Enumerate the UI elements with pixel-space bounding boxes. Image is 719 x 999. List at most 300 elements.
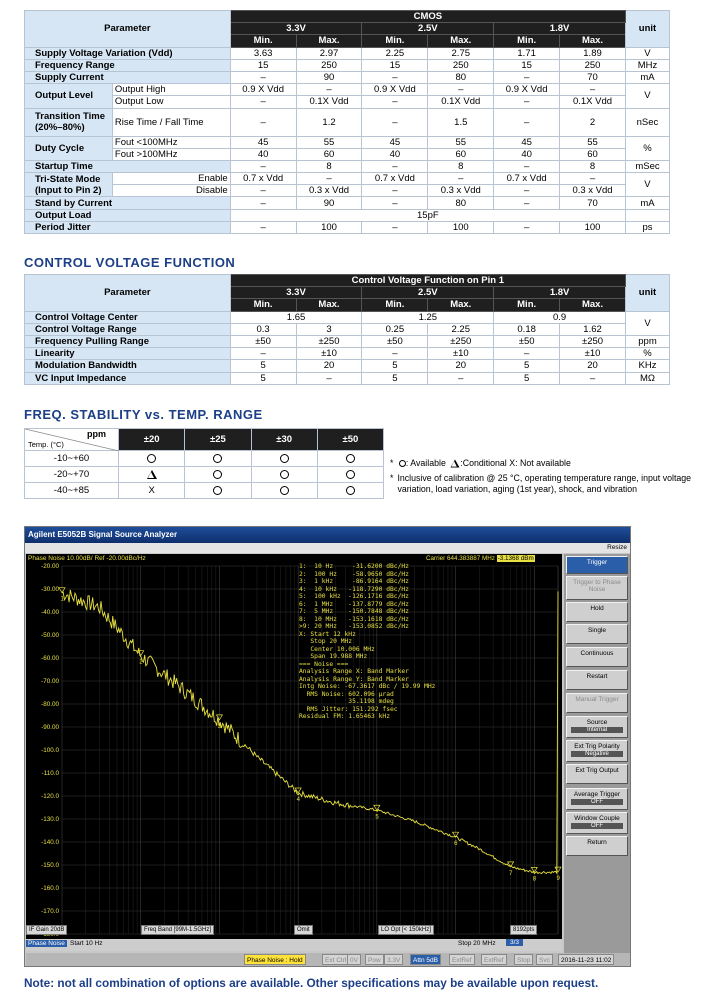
temp-label: Temp. (°C) [28,440,64,449]
voltage-header: 3.3V [230,287,362,299]
duty-sub-label: Fout <100MHz [112,136,230,148]
ext-ctrl-status: Ext Ctrl [322,954,349,965]
table-cell: 1.71 [494,47,560,59]
table-cell: 40 [494,148,560,160]
marker-readout-line: RMS Jitter: 151.292 fsec [299,705,398,713]
table-cell: 40 [362,148,428,160]
table-cell: 20 [428,360,494,372]
table-cell: – [230,221,296,233]
circle-icon [346,486,355,495]
marker-readout-line: Center 10.006 MHz [299,645,375,653]
softkey-hold[interactable] [566,602,628,622]
marker-readout-line: Analysis Range Y: Band Marker [299,675,409,683]
marker-number: 4 [296,797,300,804]
page-indicator[interactable]: 3/3 [506,939,523,946]
table-cell: – [230,185,296,197]
triangle-icon [147,470,157,479]
table-cell: 80 [428,197,494,209]
table-cell: 40 [230,148,296,160]
table-cell: 0.25 [362,323,428,335]
marker-readout-line: 7: 5 MHz -150.7848 dBc/Hz [299,608,409,615]
softkey-label: Average Trigger [573,791,621,798]
availability-cell [317,483,383,499]
circle-icon [346,454,355,463]
enable-label: Enable [112,173,230,185]
table-cell: ±250 [296,335,362,347]
unit-cell: V [625,173,669,197]
table-cell: ±10 [560,348,626,360]
max-header: Max. [560,35,626,47]
marker-readout-line: 6: 1 MHz -137.8779 dBc/Hz [299,600,409,608]
ppm-label: ppm [87,429,106,439]
softkey-label: Manual Trigger [575,696,619,703]
table-cell: – [230,96,296,108]
voltage-header: 1.8V [494,23,626,35]
ppm-column-header: ±20 [119,429,185,451]
table-cell: 8 [428,160,494,172]
table-cell: – [494,108,560,136]
marker-readout-line: 8: 10 MHz -153.1618 dBc/Hz [299,615,409,623]
table-cell: 3 [296,323,362,335]
phase-noise-svg [26,554,562,939]
y-tick-label: -30.00 [41,586,59,593]
output-high-label: Output High [112,84,230,96]
unit-cell: mA [625,71,669,83]
marker-readout-line: Stop 20 MHz [299,638,353,645]
y-tick-label: -80.00 [41,701,59,708]
availability-cell [251,467,317,483]
plot-header: Phase Noise 10.00dB/ Ref -20.00dBc/Hz [28,555,146,562]
y-tick-label: -60.00 [41,655,59,662]
availability-cell [185,451,251,467]
softkey-trigger-to-phase-noise[interactable] [566,576,628,600]
transition-label: Transition Time (20%–80%) [25,108,113,136]
availability-cell [185,467,251,483]
table-cell: – [230,160,296,172]
softkey-label: Source [586,719,608,726]
table-cell: – [296,173,362,185]
circle-icon [280,486,289,495]
table-cell: 20 [560,360,626,372]
row-label: Frequency Pulling Range [25,335,231,347]
softkey-average-trigger[interactable] [566,788,628,810]
softkey-return[interactable] [566,836,628,856]
table-cell: – [296,372,362,384]
circle-icon [346,470,355,479]
availability-cell [317,467,383,483]
table-cell: 0.3 [230,323,296,335]
table-cell: ±250 [560,335,626,347]
min-header: Min. [362,299,428,311]
table-cell: 90 [296,197,362,209]
table-cell: 90 [296,71,362,83]
marker-readout-line: X: Start 12 kHz [299,630,356,638]
circle-icon [213,470,222,479]
unit-cell: MHz [625,59,669,71]
softkey-label: Single [587,627,607,634]
circle-icon [280,454,289,463]
table-cell: 2 [560,108,626,136]
table-cell: 45 [362,136,428,148]
output-level-label: Output Level [25,84,113,108]
calibration-note [390,473,710,495]
ext-ctrl-voltage: 0V [347,954,361,965]
table-cell: 45 [230,136,296,148]
tristate-label: Tri-State Mode (Input to Pin 2) [25,173,113,197]
control-table-section [24,274,670,385]
softkey-ext-trig-polarity[interactable] [566,740,628,762]
table-cell: – [362,197,428,209]
table-cell: 5 [362,360,428,372]
voltage-header: 2.5V [362,287,494,299]
marker-readout-line: 3: 1 kHz -86.9164 dBc/Hz [299,578,409,585]
table-cell: – [494,185,560,197]
unit-header: unit [625,275,669,312]
x-mark: X [148,485,155,496]
row-label: VC Input Impedance [25,372,231,384]
y-tick-label: -50.00 [41,632,59,639]
softkey-ext-trig-output[interactable] [566,764,628,784]
lo-opt-status: LO Opt [< 150kHz] [378,925,434,935]
marker-readout-line: 2: 100 Hz -58.9650 dBc/Hz [299,570,409,578]
softkey-value: Internal [571,727,623,733]
carrier-frequency: Carrier 644.383887 MHz [426,555,495,562]
unit-cell: % [625,348,669,360]
unit-cell: mSec [625,160,669,172]
table-cell: 100 [428,221,494,233]
table-cell: – [428,173,494,185]
table-cell: 0.18 [494,323,560,335]
y-tick-label: -110.0 [41,770,59,777]
table-cell: – [296,84,362,96]
notes [390,458,710,495]
table-cell: 1.65 [230,311,362,323]
table-cell: 2.75 [428,47,494,59]
legend-note [390,458,710,469]
table-cell: 8 [560,160,626,172]
table-cell: 0.1X Vdd [428,96,494,108]
table-cell: 15pF [230,209,625,221]
unit-cell: ppm [625,335,669,347]
omit-status: Omit [294,925,313,935]
vc-center-label: Control Voltage Center [25,311,231,323]
legend-conditional: :Conditional [460,458,507,468]
vc-range-label: Control Voltage Range [25,323,231,335]
control-group-header: Control Voltage Function on Pin 1 [230,275,625,287]
y-tick-label: -70.00 [41,678,59,685]
disable-label: Disable [112,185,230,197]
table-cell: 250 [560,59,626,71]
table-cell: 0.7 x Vdd [230,173,296,185]
table-cell: 5 [494,360,560,372]
cmos-header: CMOS [230,11,625,23]
marker-readout-line: Residual FM: 1.65463 kHz [299,713,390,720]
table-cell: 0.1X Vdd [296,96,362,108]
table-cell: 55 [296,136,362,148]
voltage-header: 2.5V [362,23,494,35]
circle-icon [147,454,156,463]
pow-status: Pow [365,954,384,965]
table-cell: 15 [362,59,428,71]
table-cell: – [362,108,428,136]
marker-number: 1 [60,596,64,603]
spec-table [24,10,670,234]
softkey-manual-trigger[interactable] [566,693,628,713]
analyzer-status-row1 [26,925,562,937]
table-cell: 1.62 [560,323,626,335]
max-header: Max. [428,35,494,47]
marker-number: 2 [139,659,143,666]
param-header: Parameter [25,275,231,312]
softkey-window-couple[interactable] [566,812,628,834]
availability-cell [251,451,317,467]
circle-icon [213,454,222,463]
stop-freq: Stop 20 MHz [458,940,496,947]
table-cell: 15 [494,59,560,71]
marker-readout-line: >9: 20 MHz -153.0852 dBc/Hz [299,623,409,630]
table-cell: 250 [428,59,494,71]
table-cell: 100 [560,221,626,233]
table-cell: – [494,96,560,108]
table-cell: 60 [296,148,362,160]
y-tick-label: -170.0 [41,908,59,915]
table-cell: – [362,71,428,83]
table-cell: 55 [428,136,494,148]
table-cell: ±10 [428,348,494,360]
table-cell: 2.25 [362,47,428,59]
table-cell: ±250 [428,335,494,347]
analyzer-menu-bar [25,543,630,553]
unit-cell: ps [625,221,669,233]
softkey-continuous[interactable] [566,647,628,667]
marker-readout-line: RMS Noise: 602.096 µrad [299,690,394,698]
y-tick-label: -20.00 [41,563,59,570]
temp-range-cell: -40~+85 [25,483,119,499]
table-cell: – [362,348,428,360]
softkey-trigger[interactable] [566,556,628,574]
marker-readout-line: 4: 10 kHz -118.7290 dBc/Hz [299,585,409,593]
row-label: Modulation Bandwidth [25,360,231,372]
marker-readout-line: Span 19.988 MHz [299,653,368,660]
duty-cycle-label: Duty Cycle [25,136,113,160]
table-cell: 0.7 x Vdd [362,173,428,185]
table-cell: 0.9 [494,311,626,323]
stop-status: Stop [514,954,533,965]
spec-table-section [24,10,670,234]
table-cell: – [494,160,560,172]
table-cell: – [494,71,560,83]
marker-number: 5 [375,814,379,821]
marker-number: 9 [556,876,560,883]
table-cell: 0.3 x Vdd [428,185,494,197]
availability-cell [119,451,185,467]
y-tick-label: -40.00 [41,609,59,616]
freq-band-status: Freq Band [99M-1.5GHz] [141,925,214,935]
table-cell: 60 [560,148,626,160]
analyzer-status-row2 [26,939,562,951]
table-cell: 0.3 x Vdd [560,185,626,197]
jitter-label: Period Jitter [25,221,231,233]
stability-title: FREQ. STABILITY vs. TEMP. RANGE [24,407,263,422]
pow-voltage: 3.3V [384,954,403,965]
if-gain-status: IF Gain 20dB [26,925,67,935]
legend-available: : Available [405,458,446,468]
unit-cell: V [625,311,669,335]
unit-cell: KHz [625,360,669,372]
resize-menu[interactable]: Resize [607,544,627,551]
param-header: Parameter [25,11,231,48]
unit-cell [625,209,669,221]
circle-icon [280,470,289,479]
table-cell: – [560,372,626,384]
table-cell: ±50 [494,335,560,347]
marker-readout-line: 1: 10 Hz -31.6200 dBc/Hz [299,563,409,570]
availability-cell [251,483,317,499]
table-cell: 5 [230,360,296,372]
min-header: Min. [230,35,296,47]
phase-noise-plot[interactable] [26,554,562,939]
analyzer-window [24,526,631,967]
table-cell: – [428,372,494,384]
availability-cell [119,467,185,483]
table-cell: – [494,221,560,233]
table-cell: 1.5 [428,108,494,136]
temp-range-cell: -10~+60 [25,451,119,467]
y-tick-label: -120.0 [41,793,59,800]
y-tick-label: -150.0 [41,862,59,869]
softkey-label: Ext Trig Polarity [574,743,620,750]
table-cell: ±10 [296,348,362,360]
table-cell: 8 [296,160,362,172]
start-freq: Start 10 Hz [70,940,103,947]
table-cell: 5 [230,372,296,384]
unit-cell: V [625,84,669,108]
y-tick-label: -90.00 [41,724,59,731]
table-cell: 70 [560,197,626,209]
table-cell: 250 [296,59,362,71]
measurement-status: Phase Noise : Hold [244,954,306,965]
points-status: 8192pts [510,925,537,935]
unit-cell: % [625,136,669,160]
min-header: Min. [230,299,296,311]
table-cell: 0.7 x Vdd [494,173,560,185]
table-cell: 0.3 x Vdd [296,185,362,197]
unit-cell: nSec [625,108,669,136]
min-header: Min. [362,35,428,47]
svc-status: Svc [536,954,553,965]
softkey-value: Negative [571,751,623,757]
y-tick-label: -130.0 [41,816,59,823]
rise-fall-label: Rise Time / Fall Time [112,108,230,136]
marker-readout-line: Intg Noise: -67.3617 dBc / 19.99 MHz [299,683,436,690]
calibration-note-text: Inclusive of calibration @ 25 °C, operating temperature range, input voltage variation, load variation, aging (1st year), shock, and vibration [397,473,692,494]
max-header: Max. [296,35,362,47]
timestamp: 2016-11-23 11:02 [558,954,614,965]
softkey-label: Hold [590,605,604,612]
softkey-label: Return [587,839,607,846]
table-cell: 0.9 X Vdd [494,84,560,96]
table-cell: – [362,221,428,233]
marker-number: 6 [454,841,458,848]
table-cell: 1.89 [560,47,626,59]
min-header: Min. [494,35,560,47]
legend-not-available: X: Not available [509,458,571,468]
marker-number: 8 [532,876,537,883]
softkey-value: OFF [571,823,623,829]
unit-cell: mA [625,197,669,209]
carrier-readout [426,555,535,562]
duty-sub-label: Fout >100MHz [112,148,230,160]
max-header: Max. [560,299,626,311]
circle-icon [213,486,222,495]
table-cell: 0.1X Vdd [560,96,626,108]
softkey-label: Window Couple [574,815,620,822]
table-cell: 55 [560,136,626,148]
table-cell: ±50 [230,335,296,347]
softkey-label: Continuous [580,650,614,657]
table-cell: 15 [230,59,296,71]
y-tick-label: -140.0 [41,839,59,846]
y-axis-ticks [41,563,59,938]
standby-label: Stand by Current [25,197,231,209]
softkey-label: Ext Trig Output [575,767,619,774]
table-cell: – [560,173,626,185]
phase-noise-tab[interactable]: Phase Noise [28,940,65,947]
attn-status: Attn 5dB [410,954,441,965]
table-cell: 45 [494,136,560,148]
unit-header: unit [625,11,669,48]
extref-status: ExtRef [449,954,475,965]
analyzer-status-row3 [26,953,630,966]
softkey-single[interactable] [566,624,628,644]
control-voltage-title: CONTROL VOLTAGE FUNCTION [24,255,236,270]
availability-cell [317,451,383,467]
table-cell: – [494,197,560,209]
table-cell: – [230,197,296,209]
note-star: * [390,473,394,483]
voltage-header: 3.3V [230,23,362,35]
table-cell: 1.2 [296,108,362,136]
unit-cell: V [625,47,669,59]
table-cell: 2.97 [296,47,362,59]
table-cell: 80 [428,71,494,83]
softkey-label: Trigger [586,559,608,566]
table-cell: 70 [560,71,626,83]
table-cell: 0.9 X Vdd [230,84,296,96]
max-header: Max. [296,299,362,311]
marker-readout-line: 35.1198 mdeg [299,698,394,705]
marker-list [299,563,435,721]
marker-readout-line: === Noise === [299,660,349,668]
startup-label: Startup Time [25,160,231,172]
table-cell: – [362,96,428,108]
softkey-restart[interactable] [566,670,628,690]
softkey-source[interactable] [566,716,628,738]
ppm-column-header: ±50 [317,429,383,451]
ppm-column-header: ±30 [251,429,317,451]
extref-status: ExtRef [481,954,507,965]
table-cell: 60 [428,148,494,160]
table-cell: ±50 [362,335,428,347]
table-cell: – [560,84,626,96]
note-star: * [390,458,394,468]
y-tick-label: -100.0 [41,747,59,754]
table-cell: 1.25 [362,311,494,323]
table-cell: – [230,348,296,360]
table-cell: 5 [494,372,560,384]
circle-icon [399,460,406,467]
min-header: Min. [494,299,560,311]
